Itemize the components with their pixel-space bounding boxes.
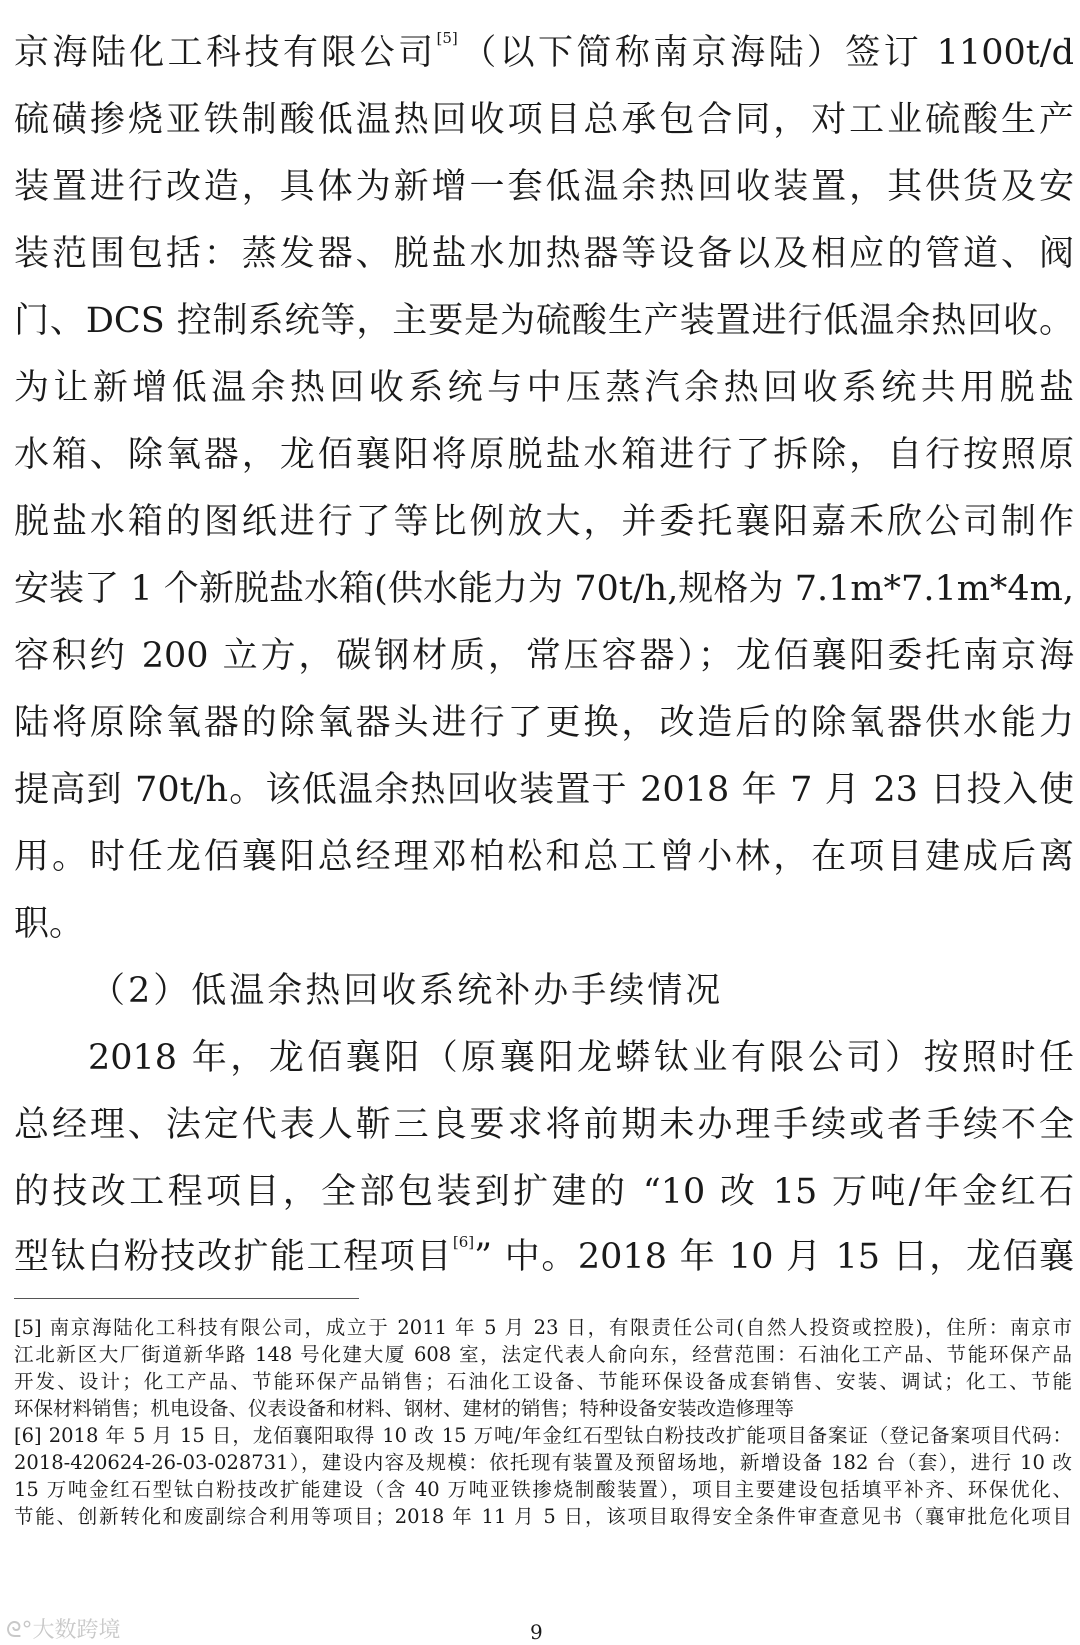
body-line: 安装了 1 个新脱盐水箱(供水能力为 70t/h,规格为 7.1m*7.1m*4m, [14,569,1074,609]
footnote-line: 开发、设计；化工产品、节能环保产品销售；石油化工设备、节能环保设备成套销售、安装、调试；化工、节能 [14,1370,1072,1393]
body-line: 装置进行改造，具体为新增一套低温余热回收装置，其供货及安 [14,167,1074,207]
body-line: 用。时任龙佰襄阳总经理邓柏松和总工曾小林，在项目建成后离 [14,837,1074,877]
section-heading: （2）低温余热回收系统补办手续情况 [90,971,724,1011]
body-line: 总经理、法定代表人靳三良要求将前期未办理手续或者手续不全 [14,1105,1074,1145]
footnote-line: [6] 2018 年 5 月 15 日，龙佰襄阳取得 10 改 15 万吨/年金红石型钛白粉技改扩能项目备案证（登记备案项目代码： [14,1424,1072,1447]
footnote-line: 环保材料销售；机电设备、仪表设备和材料、钢材、建材的销售；特种设备安装改造修理等 [14,1397,795,1420]
body-line: 门、DCS 控制系统等，主要是为硫酸生产装置进行低温余热回收。 [14,301,1074,341]
body-line: 装范围包括：蒸发器、脱盐水加热器等设备以及相应的管道、阀 [14,234,1074,274]
footnote-divider [14,1298,359,1299]
page-number: 9 [530,1620,543,1644]
text: 型钛白粉技改扩能工程项目 [14,1237,453,1277]
text: 京海陆化工科技有限公司 [14,33,437,73]
body-line [14,1233,1074,1277]
text: （以下简称南京海陆）签订 1100t/d [457,33,1074,73]
footnote-ref-5[interactable]: [5] [436,29,458,47]
text: ” 中。2018 年 10 月 15 日，龙佰襄 [474,1237,1074,1277]
body-line: 陆将原除氧器的除氧器头进行了更换，改造后的除氧器供水能力 [14,703,1074,743]
footnote-line: 节能、创新转化和废副综合利用等项目；2018 年 11 月 5 日，该项目取得安全条件审查意见书（襄审批危化项目 [14,1505,1072,1528]
body-line: 提高到 70t/h。该低温余热回收装置于 2018 年 7 月 23 日投入使 [14,770,1074,810]
watermark-logo [6,1613,121,1644]
footnote-line: [5] 南京海陆化工科技有限公司，成立于 2011 年 5 月 23 日，有限责任公司(自然人投资或控股)，住所：南京市 [14,1316,1072,1339]
body-line: 容积约 200 立方，碳钢材质，常压容器）；龙佰襄阳委托南京海 [14,636,1074,676]
body-line: 2018 年，龙佰襄阳（原襄阳龙蟒钛业有限公司）按照时任 [88,1038,1074,1078]
footnote-line: 2018-420624-26-03-028731），建设内容及规模：依托现有装置及预留场地，新增设备 182 台（套），进行 10 改 [14,1451,1072,1474]
body-line: 脱盐水箱的图纸进行了等比例放大，并委托襄阳嘉禾欣公司制作 [14,502,1074,542]
body-line: 为让新增低温余热回收系统与中压蒸汽余热回收系统共用脱盐 [14,368,1074,408]
footnote-line: 15 万吨金红石型钛白粉技改扩能建设（含 40 万吨亚铁掺烧制酸装置），项目主要建设包括填平补齐、环保优化、 [14,1478,1072,1501]
body-line [14,29,1074,73]
body-line: 水箱、除氧器，龙佰襄阳将原脱盐水箱进行了拆除，自行按照原 [14,435,1074,475]
watermark-icon: ᘓ° [6,1618,33,1643]
body-line: 硫磺掺烧亚铁制酸低温热回收项目总承包合同，对工业硫酸生产 [14,100,1074,140]
footnote-ref-6[interactable]: [6] [452,1233,475,1251]
body-line: 的技改工程项目，全部包装到扩建的 “10 改 15 万吨/年金红石 [14,1172,1074,1212]
watermark-text: 大数跨境 [32,1618,121,1643]
footnote-line: 江北新区大厂街道新华路 148 号化建大厦 608 室，法定代表人俞向东，经营范围：石油化工产品、节能环保产品 [14,1343,1072,1366]
body-line: 职。 [14,904,85,944]
